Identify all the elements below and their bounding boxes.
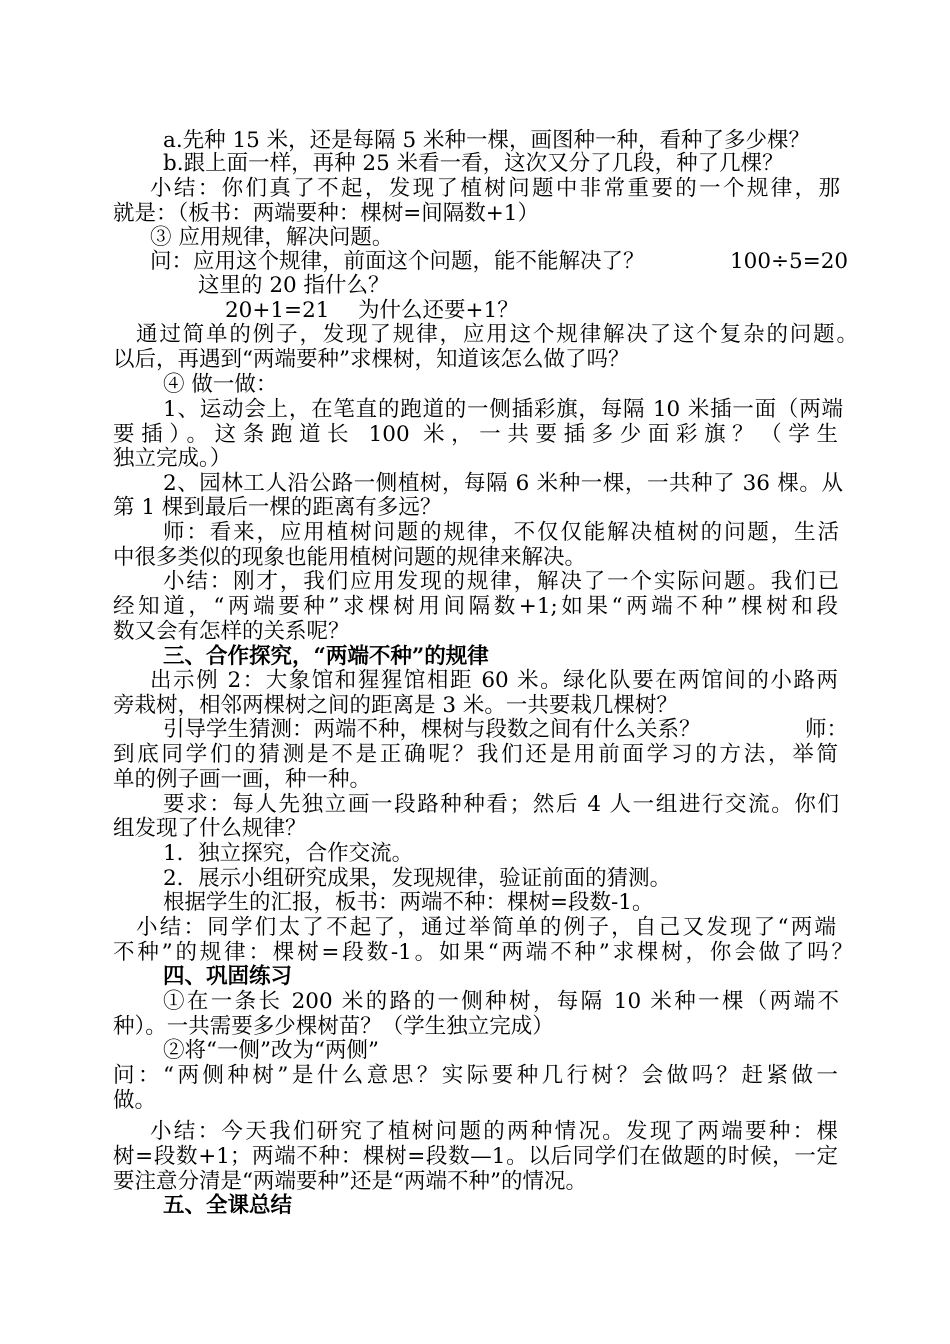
text-line: 第 1 棵到最后一棵的距离有多远？ bbox=[113, 495, 442, 520]
text-line: 这里的 20 指什么？ bbox=[198, 273, 390, 298]
text-line bbox=[225, 298, 625, 324]
text-line: 1、运动会上，在笔直的跑道的一侧插彩旗，每隔 10 米插一面（两端 bbox=[163, 397, 843, 422]
text-line: 根据学生的汇报，板书：两端不种：棵树=段数-1。 bbox=[163, 890, 654, 915]
section-heading: 三、合作探究，“两端不种”的规律 bbox=[163, 644, 489, 669]
text-line: 旁栽树，相邻两棵树之间的距离是 3 米。一共要栽几棵树？ bbox=[113, 693, 678, 718]
text-line: 树=段数+1；两端不种：棵树=段数—1。以后同学们在做题的时候，一定 bbox=[113, 1144, 838, 1169]
text-line: ①在一条长 200 米的路的一侧种树，每隔 10 米种一棵（两端不 bbox=[163, 989, 839, 1014]
text-line bbox=[163, 717, 849, 743]
text-line: 不种”的规律：棵树=段数-1。如果“两端不种”求棵树，你会做了吗？ bbox=[113, 940, 853, 965]
text-line: 小结：今天我们研究了植树问题的两种情况。发现了两端要种：棵 bbox=[150, 1119, 838, 1144]
formula-text: 100÷5=20 bbox=[730, 249, 849, 274]
text-line: 2、园林工人沿公路一侧植树，每隔 6 米种一棵，一共种了 36 棵。从 bbox=[163, 471, 843, 496]
section-heading: 五、全课总结 bbox=[163, 1193, 293, 1218]
text-line: 中很多类似的现象也能用植树问题的规律来解决。 bbox=[113, 545, 587, 570]
text-line: 师：看来，应用植树问题的规律，不仅仅能解决植树的问题，生活 bbox=[163, 520, 839, 545]
text-line: ④ 做一做： bbox=[163, 372, 278, 397]
text-line: 2．展示小组研究成果，发现规律，验证前面的猜测。 bbox=[163, 866, 672, 891]
text-line: 1．独立探究，合作交流。 bbox=[163, 841, 414, 866]
text-line: 小结：刚才，我们应用发现的规律，解决了一个实际问题。我们已 bbox=[163, 569, 839, 594]
text-line: 到底同学们的猜测是不是正确呢？我们还是用前面学习的方法，举简 bbox=[113, 742, 838, 767]
text-line: 要插）。这条跑道长 100 米，一共要插多少面彩旗？（学生 bbox=[113, 422, 838, 447]
text-line: 组发现了什么规律？ bbox=[113, 816, 307, 841]
text-line: 出示例 2：大象馆和猩猩馆相距 60 米。绿化队要在两馆间的小路两 bbox=[150, 668, 838, 693]
text-span: 问：应用这个规律，前面这个问题，能不能解决了？ bbox=[150, 249, 645, 274]
text-line: 经知道，“两端要种”求棵树用间隔数+1;如果“两端不种”棵树和段 bbox=[113, 594, 838, 619]
text-line: a.先种 15 米，还是每隔 5 米种一棵，画图种一种，看种了多少棵？ bbox=[163, 128, 811, 153]
text-line: 数又会有怎样的关系呢？ bbox=[113, 619, 350, 644]
text-line: 单的例子画一画，种一种。 bbox=[113, 767, 372, 792]
text-line: 要注意分清是“两端要种”还是“两端不种”的情况。 bbox=[113, 1169, 587, 1194]
section-heading: 四、巩固练习 bbox=[163, 964, 293, 989]
text-line: 通过简单的例子，发现了规律，应用这个规律解决了这个复杂的问题。 bbox=[136, 322, 858, 347]
formula-text: 20+1=21 bbox=[225, 298, 330, 323]
text-line: 做。 bbox=[113, 1088, 157, 1113]
text-line: ②将“一侧”改为“两侧” bbox=[163, 1038, 379, 1063]
text-line: 问：“两侧种树”是什么意思？实际要种几行树？会做吗？赶紧做一 bbox=[113, 1063, 838, 1088]
text-line bbox=[150, 249, 850, 275]
text-line: 小结：你们真了不起，发现了植树问题中非常重要的一个规律，那 bbox=[150, 176, 840, 201]
text-line: 小结：同学们太了不起了，通过举简单的例子，自己又发现了“两端 bbox=[136, 915, 836, 940]
text-line: 以后，再遇到“两端要种”求棵树，知道该怎么做了吗？ bbox=[113, 347, 630, 372]
text-line: ③ 应用规律，解决问题。 bbox=[150, 225, 394, 250]
text-span: 师： bbox=[805, 717, 849, 742]
text-line: 独立完成。） bbox=[113, 446, 232, 471]
text-line: 种）。一共需要多少棵树苗？（学生独立完成） bbox=[113, 1014, 554, 1039]
text-span: 为什么还要+1？ bbox=[358, 298, 519, 323]
text-line: 要求：每人先独立画一段路种种看；然后 4 人一组进行交流。你们 bbox=[163, 792, 839, 817]
text-line: b.跟上面一样，再种 25 米看一看，这次又分了几段，种了几棵？ bbox=[163, 151, 784, 176]
text-span: 引导学生猜测：两端不种，棵树与段数之间有什么关系？ bbox=[163, 717, 701, 742]
text-line: 就是：（板书：两端要种：棵树=间隔数+1） bbox=[113, 201, 539, 226]
